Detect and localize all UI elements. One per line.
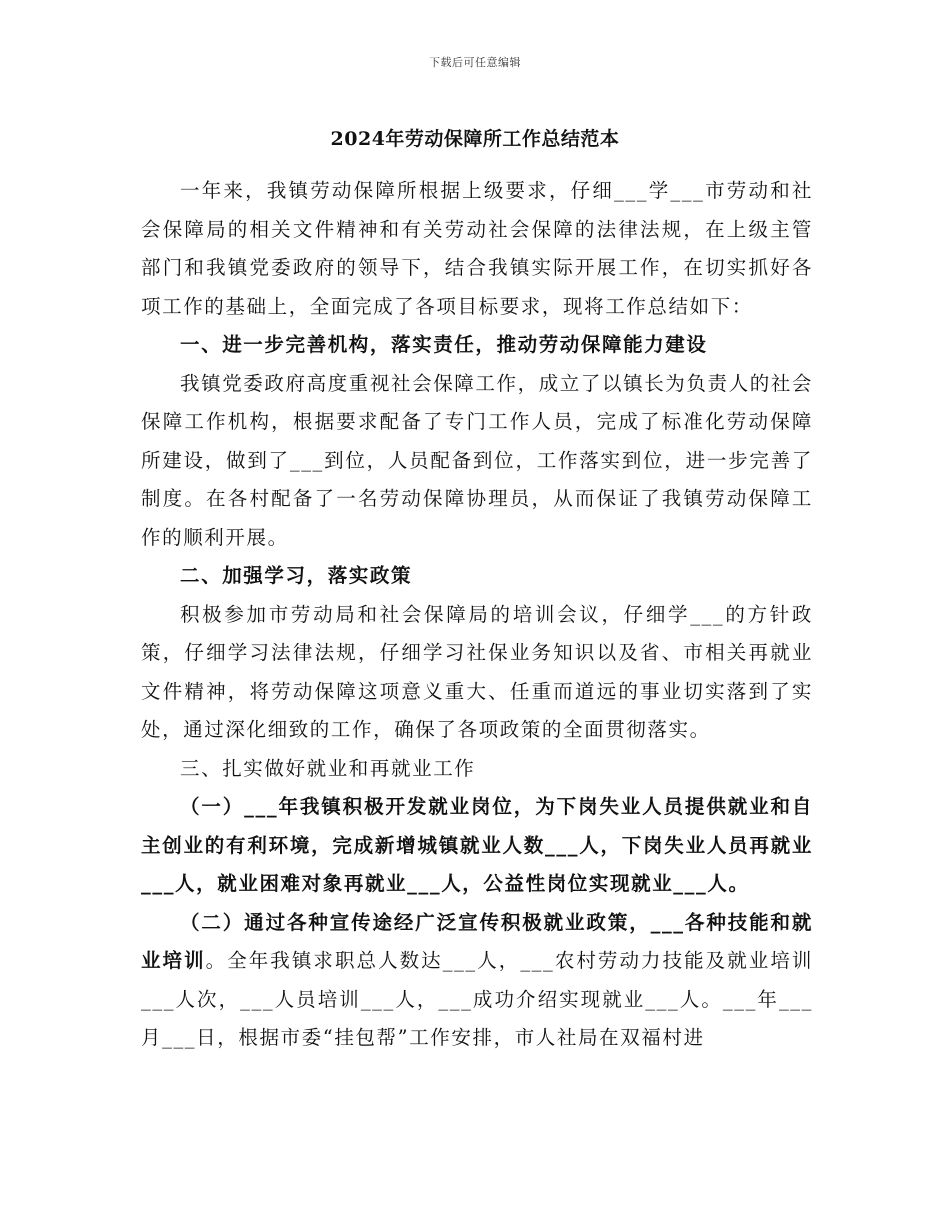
document-title: 2024年劳动保障所工作总结范本 xyxy=(330,128,620,150)
section-3-item-2 xyxy=(141,904,813,1058)
section-3-item-1: （一）___年我镇积极开发就业岗位，为下岗失业人员提供就业和自主创业的有利环境，完成新增城镇就业人数___人，下岗失业人员再就业___人，就业困难对象再就业___人，公益性岗位实现就业___人。 xyxy=(141,795,813,895)
intro-paragraph: 一年来，我镇劳动保障所根据上级要求，仔细___学___市劳动和社会保障局的相关文件精神和有关劳动社会保障的法律法规，在上级主管部门和我镇党委政府的领导下，结合我镇实际开展工作，在切实抓好各项工作的基础上，全面完成了各项目标要求，现将工作总结如下： xyxy=(141,179,813,318)
document-body xyxy=(141,172,813,1058)
section-1-paragraph: 我镇党委政府高度重视社会保障工作，成立了以镇长为负责人的社会保障工作机构，根据要求配备了专门工作人员，完成了标准化劳动保障所建设，做到了___到位，人员配备到位，工作落实到位，进一步完善了制度。在各村配备了一名劳动保障协理员，从而保证了我镇劳动保障工作的顺利开展。 xyxy=(141,371,814,549)
section-2-heading: 二、加强学习，落实政策 xyxy=(180,564,413,587)
section-1-heading: 一、进一步完善机构，落实责任，推动劳动保障能力建设 xyxy=(180,333,708,356)
section-3-heading: 三、扎实做好就业和再就业工作 xyxy=(180,756,476,780)
section-2-paragraph: 积极参加市劳动局和社会保障局的培训会议，仔细学___的方针政策，仔细学习法律法规，仔细学习社保业务知识以及省、市相关再就业文件精神，将劳动保障这项意义重大、任重而道远的事业切实落到了实处，通过深化细致的工作，确保了各项政策的全面贯彻落实。 xyxy=(141,602,813,741)
header-note: 下载后可任意编辑 xyxy=(429,56,521,69)
section-3-item-2-lead: （二）通过各种宣传途经广泛宣传积极就业政策，___各种技能和就业培训 xyxy=(141,910,813,972)
section-3-item-2-body: 。全年我镇求职总人数达___人，___农村劳动力技能及就业培训___人次，___人员培训___人，___成功介绍实现就业___人。___年___月___日，根据市委“挂包帮”工作安排，市人社局在双福村进 xyxy=(141,949,813,1049)
